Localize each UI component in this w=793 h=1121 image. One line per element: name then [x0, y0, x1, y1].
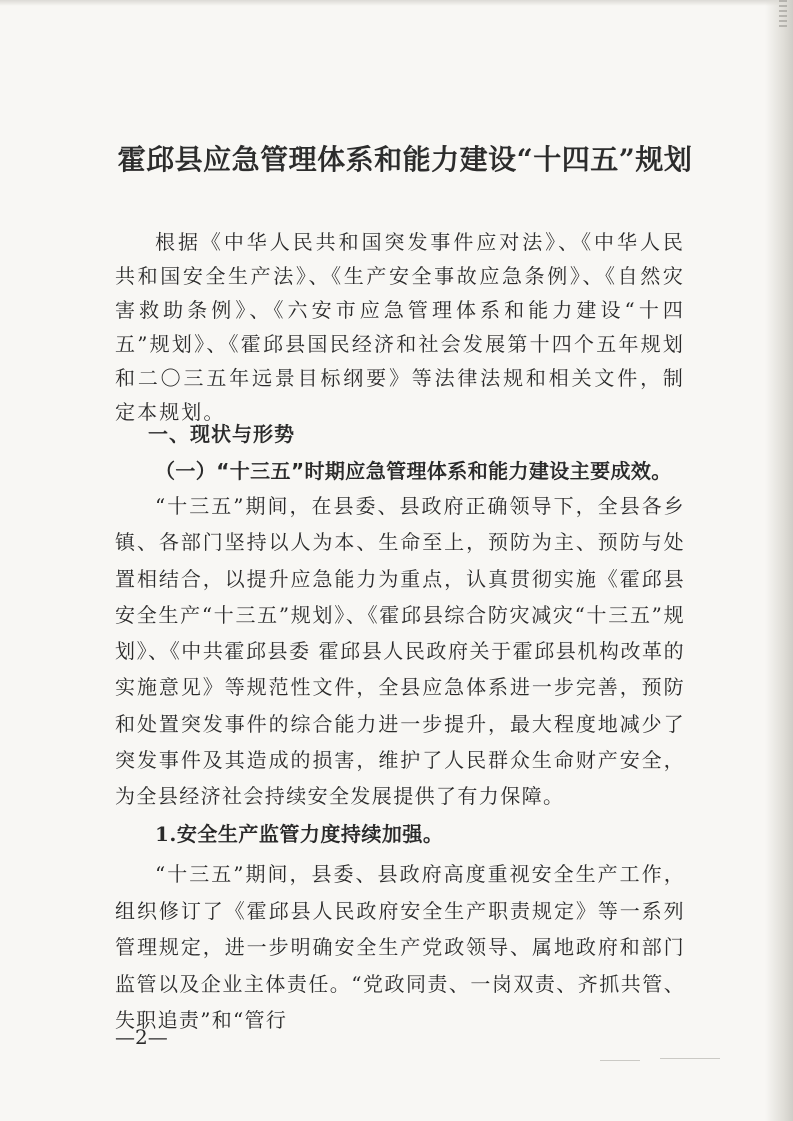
subsection-paragraph: [115, 488, 685, 815]
subsection-heading: （一）“十三五”时期应急管理体系和能力建设主要成效。: [155, 459, 672, 483]
page-number: —2—: [115, 1025, 168, 1049]
intro-text: 根据《中华人民共和国突发事件应对法》、《中华人民共和国安全生产法》、《生产安全事故应急条例》、《自然灾害救助条例》、《六安市应急管理体系和能力建设“十四五”规划》、《霍邱县国民经济和社会发展第十四个五年规划和二〇三五年远景目标纲要》等法律法规和相关文件，制定本规划。: [115, 230, 685, 424]
item-text: “十三五”期间，县委、县政府高度重视安全生产工作，组织修订了《霍邱县人民政府安全生产职责规定》等一系列管理规定，进一步明确安全生产党政领导、属地政府和部门监管以及企业主体责任。“党政同责、一岗双责、齐抓共管、失职追责”和“管行: [115, 862, 685, 1032]
scan-speckle: [600, 1060, 640, 1061]
scan-shadow-top: [0, 0, 793, 6]
document-title: 霍邱县应急管理体系和能力建设“十四五”规划: [117, 143, 693, 176]
scan-mark: [779, 0, 787, 30]
section-heading: 一、现状与形势: [148, 422, 295, 446]
subsection-text: “十三五”期间，在县委、县政府正确领导下，全县各乡镇、各部门坚持以人为本、生命至上，预防为主、预防与处置相结合，以提升应急能力为重点，认真贯彻实施《霍邱县安全生产“十三五”规划》、《霍邱县综合防灾减灾“十三五”规划》、《中共霍邱县委 霍邱县人民政府关于霍邱县机构改革的实施意见》等规范性文件，全县应急体系进一步完善，预防和处置突发事件的综合能力进一步提升，最大程度地减少了突发事件及其造成的损害，维护了人民群众生命财产安全，为全县经济社会持续安全发展提供了有力保障。: [115, 494, 685, 809]
intro-paragraph: [115, 225, 685, 429]
item-heading: 1.安全生产监管力度持续加强。: [155, 822, 444, 846]
item-paragraph: [115, 856, 685, 1039]
scan-speckle: [660, 1058, 720, 1059]
scan-shadow-right: [765, 0, 793, 1121]
